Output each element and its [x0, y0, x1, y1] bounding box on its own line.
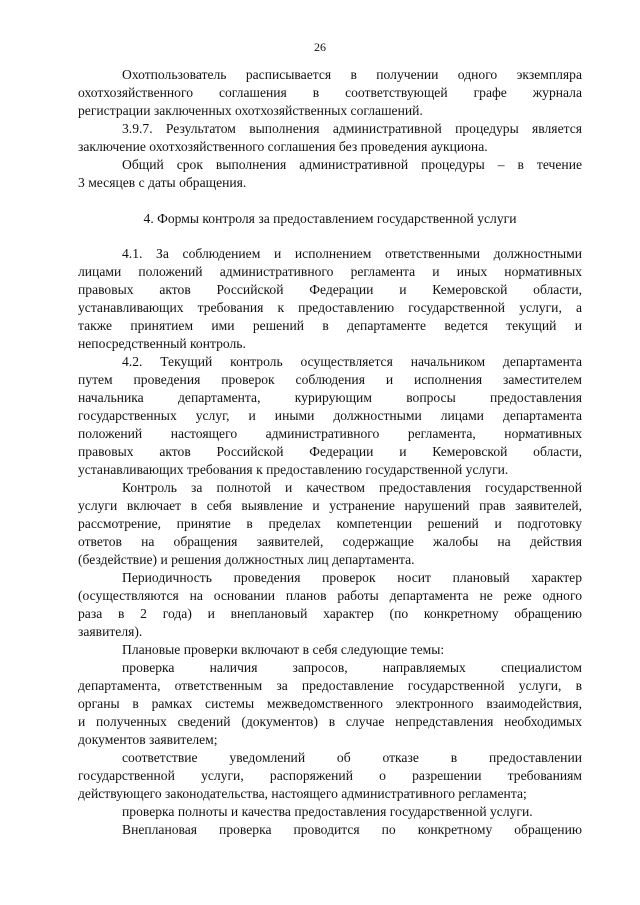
text-line: (осуществляются на основании планов работы департамента не реже одного	[78, 588, 582, 603]
text-line: 4.2. Текущий контроль осуществляется начальником департамента	[122, 354, 582, 369]
text-line: раза в 2 года) и внеплановый характер (по конкретному обращению	[78, 606, 582, 621]
text-line: проверка наличия запросов, направляемых специалистом	[122, 660, 582, 675]
page-number: 26	[314, 40, 326, 54]
text-line: проверка полноты и качества предоставления государственной услуги.	[122, 804, 533, 819]
text-line: ответов на обращения заявителей, содержащие жалобы на действия	[78, 534, 582, 549]
text-line: соответствие уведомлений об отказе в предоставлении	[122, 750, 582, 765]
text-line: лицами положений административного регламента и иных нормативных	[78, 264, 582, 279]
text-line: правовых актов Российской Федерации и Кемеровской области,	[78, 282, 582, 297]
text-line: 3.9.7. Результатом выполнения административной процедуры является	[122, 121, 582, 136]
text-line: (бездействие) и решения должностных лиц департамента.	[78, 552, 415, 567]
text-line: Периодичность проведения проверок носит плановый характер	[122, 570, 582, 585]
text-line: положений настоящего административного регламента, нормативных	[78, 426, 582, 441]
text-line: рассмотрение, принятие в пределах компетенции решений и подготовку	[78, 516, 582, 531]
text-line: Контроль за полнотой и качеством предоставления государственной	[122, 480, 582, 495]
text-line: устанавливающих требования к предоставлению государственной услуги, а	[78, 300, 582, 315]
section-heading: 4. Формы контроля за предоставлением государственной услуги	[143, 211, 517, 226]
text-line: Общий срок выполнения административной процедуры – в течение	[122, 157, 582, 172]
text-line: органы в рамках системы межведомственного электронного взаимодействия,	[78, 696, 582, 711]
text-line: непосредственный контроль.	[78, 336, 246, 351]
text-line: Плановые проверки включают в себя следующие темы:	[122, 642, 445, 657]
text-line: путем проведения проверок соблюдения и исполнения заместителем	[78, 372, 582, 387]
text-line: и полученных сведений (документов) в случае непредставления необходимых	[78, 714, 582, 729]
text-line: заявителя).	[78, 624, 143, 639]
text-line: охотхозяйственного соглашения в соответствующей графе журнала	[78, 85, 582, 100]
text-line: государственных услуг, и иными должностными лицами департамента	[78, 408, 582, 423]
text-line: регистрации заключенных охотхозяйственных соглашений.	[78, 103, 423, 118]
text-line: заключение охотхозяйственного соглашения без проведения аукциона.	[78, 139, 488, 154]
text-line: 4.1. За соблюдением и исполнением ответственными должностными	[122, 246, 582, 261]
text-line: Внеплановая проверка проводится по конкретному обращению	[122, 822, 582, 837]
text-line: начальника департамента, курирующим вопросы предоставления	[78, 390, 582, 405]
text-line: также принятием ими решений в департаменте ведется текущий и	[78, 318, 582, 333]
text-line: устанавливающих требования к предоставлению государственной услуги.	[78, 462, 509, 477]
text-line: 3 месяцев с даты обращения.	[78, 175, 247, 190]
text-line: документов заявителем;	[78, 732, 218, 747]
text-line: услуги включает в себя выявление и устранение нарушений прав заявителей,	[78, 498, 582, 513]
text-line: департамента, ответственным за предоставление государственной услуги, в	[78, 678, 582, 693]
text-line: правовых актов Российской Федерации и Кемеровской области,	[78, 444, 582, 459]
text-line: Охотпользователь расписывается в получении одного экземпляра	[122, 67, 582, 82]
text-line: действующего законодательства, настоящего административного регламента;	[78, 786, 527, 801]
text-line: государственной услуги, распоряжений о разрешении требованиям	[78, 768, 582, 783]
